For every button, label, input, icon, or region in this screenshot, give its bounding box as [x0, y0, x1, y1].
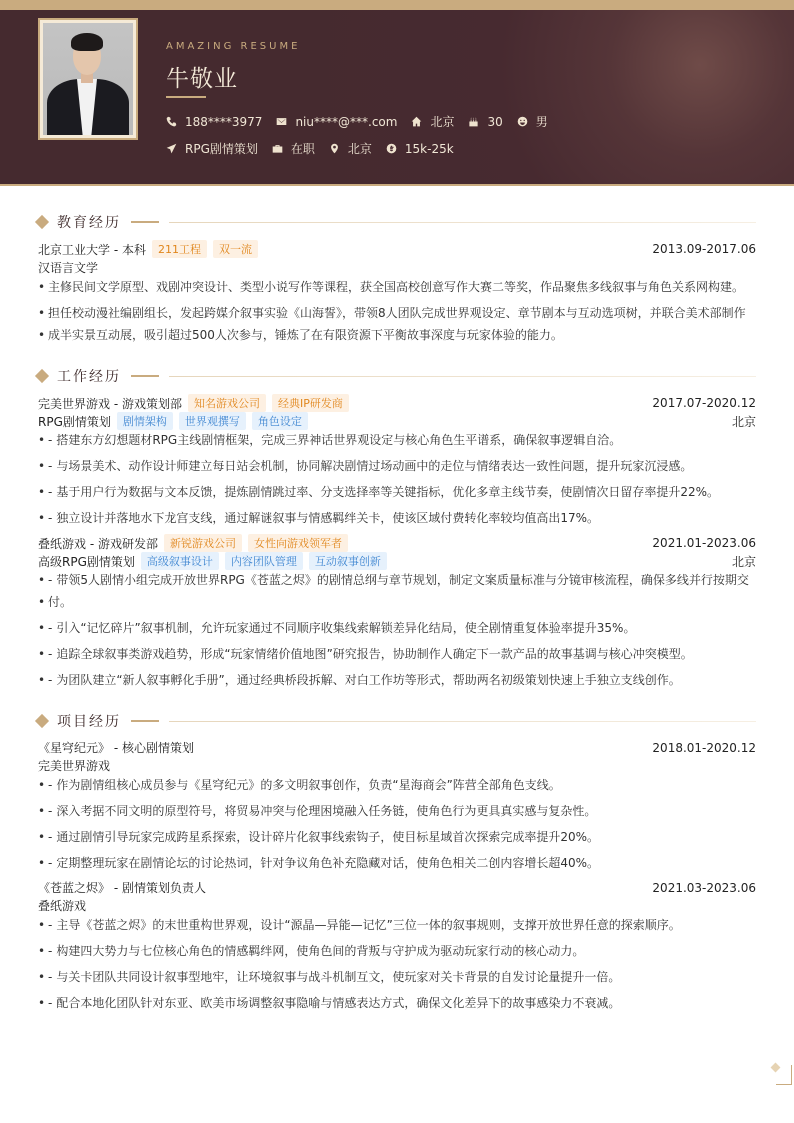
salary-text: 15k-25k — [404, 141, 454, 156]
list-item: • - 深入考据不同文明的原型符号，将贸易冲突与伦理困境融入任务链，使角色行为更具真实感与复杂性。 — [38, 803, 756, 819]
role-tag: 内容团队管理 — [225, 552, 303, 570]
gender-info — [517, 113, 548, 130]
job-intent-row — [166, 140, 468, 157]
school-tag: 双一流 — [213, 240, 258, 258]
profile-photo-frame — [38, 18, 138, 140]
list-item: • - 与关卡团队共同设计叙事型地牢，让环境叙事与战斗机制互文，使玩家对关卡背景的自发讨论量提升一倍。 — [38, 969, 756, 985]
list-item: • - 独立设计并落地水下龙宫支线，通过解谜叙事与情感羁绊关卡，使该区域付费转化率较均值高出17%。 — [38, 510, 756, 526]
send-icon — [166, 143, 177, 154]
school-tag: 211工程 — [152, 240, 207, 258]
list-item: • - 追踪全球叙事类游戏趋势，形成“玩家情绪价值地图”研究报告，协助制作人确定下一款产品的故事基调与核心冲突模型。 — [38, 646, 756, 662]
project-company: 完美世界游戏 — [38, 759, 111, 773]
role-tag: 剧情架构 — [117, 412, 173, 430]
location-pin-icon — [329, 143, 340, 154]
diamond-icon — [35, 369, 49, 383]
company-tag: 经典IP研发商 — [272, 394, 349, 412]
project-entry-head — [38, 879, 756, 896]
candidate-name: 牛敬业 — [166, 66, 238, 92]
project-company: 叠纸游戏 — [38, 899, 87, 913]
role-name: 高级RPG剧情策划 — [38, 554, 135, 569]
project-entry-head — [38, 739, 756, 756]
education-section-title — [34, 212, 756, 232]
target-city-text: 北京 — [347, 142, 372, 156]
list-item: • - 定期整理玩家在剧情论坛的讨论热词，针对争议角色补充隐藏对话，使角色相关二创内容增长超40%。 — [38, 855, 756, 871]
major: 汉语言文学 — [38, 261, 99, 275]
role-tag: 互动叙事创新 — [309, 552, 387, 570]
name-underline — [166, 96, 206, 98]
project-date: 2018.01-2020.12 — [652, 740, 756, 755]
project-title: 《苍蓝之烬》 - 剧情策划负责人 — [38, 881, 206, 895]
list-item: • - 搭建东方幻想题材RPG主线剧情框架，完成三界神话世界观设定与核心角色生平谱系，确保叙事逻辑自洽。 — [38, 432, 756, 448]
phone-icon — [166, 116, 177, 127]
company-name: 叠纸游戏 - 游戏研发部 — [38, 536, 158, 551]
work-date: 2021.01-2023.06 — [652, 536, 756, 550]
company-tag: 女性向游戏领军者 — [248, 534, 348, 552]
work-section-title — [34, 366, 756, 386]
list-item: • - 带领5人剧情小组完成开放世界RPG《苍蓝之烬》的剧情总纲与章节规划，制定文案质量标准与分镜审核流程，确保多线并行按期交 — [38, 572, 756, 588]
work-location: 北京 — [731, 414, 756, 429]
work-entry-head — [38, 394, 756, 412]
email-info — [276, 115, 397, 129]
school-name: 北京工业大学 - 本科 — [38, 242, 146, 257]
contact-row — [166, 113, 562, 130]
position-info — [166, 140, 258, 157]
project-company-row — [38, 757, 756, 774]
list-item: • - 为团队建立“新人叙事孵化手册”，通过经典桥段拆解、对白工作坊等形式，帮助两名初级策划快速上手独立支线创作。 — [38, 672, 756, 688]
cake-icon — [468, 116, 479, 127]
list-item: • - 构建四大势力与七位核心角色的情感羁绊网，使角色间的背叛与守护成为驱动玩家行动的核心动力。 — [38, 943, 756, 959]
status-text: 在职 — [290, 142, 315, 156]
role-name: RPG剧情策划 — [38, 414, 111, 429]
list-item: • - 通过剧情引导玩家完成跨星系探索，设计碎片化叙事线索钩子，使目标星域首次探索完成率提升20%。 — [38, 829, 756, 845]
money-icon — [386, 143, 397, 154]
work-role-row — [38, 552, 756, 570]
list-item: • 担任校动漫社编剧组长，发起跨媒介叙事实验《山海誓》，带领8人团队完成世界观设定、章节剧本与互动选项树，并联合美术部制作 — [38, 305, 756, 321]
list-item-continued: • 付。 — [38, 594, 756, 610]
project-section-title — [34, 711, 756, 731]
diamond-icon — [35, 215, 49, 229]
list-item: • - 主导《苍蓝之烬》的末世重构世界观，设计“源晶—异能—记忆”三位一体的叙事规则，支撑开放世界任意的探索顺序。 — [38, 917, 756, 933]
diamond-icon — [35, 714, 49, 728]
company-tag: 新锐游戏公司 — [164, 534, 242, 552]
company-name: 完美世界游戏 - 游戏策划部 — [38, 396, 182, 411]
work-role-row — [38, 412, 756, 430]
resume-header — [0, 10, 794, 186]
project-company-row — [38, 897, 756, 914]
corner-ornament — [776, 1065, 792, 1085]
resume-tagline: AMAZING RESUME — [166, 41, 301, 52]
role-tag: 高级叙事设计 — [141, 552, 219, 570]
list-item-continued — [38, 327, 756, 343]
company-tag: 知名游戏公司 — [188, 394, 266, 412]
home-icon — [411, 116, 422, 127]
section-label: 工作经历 — [57, 369, 121, 385]
section-label: 教育经历 — [57, 215, 121, 231]
role-tag: 角色设定 — [252, 412, 308, 430]
city-text: 北京 — [430, 115, 455, 129]
top-accent-bar — [0, 0, 794, 10]
work-date: 2017.07-2020.12 — [652, 396, 756, 410]
phone-info — [166, 115, 262, 129]
list-item: • - 配合本地化团队针对东亚、欧美市场调整叙事隐喻与情感表达方式，确保文化差异下的故事感染力不衰减。 — [38, 995, 756, 1011]
work-entry-head — [38, 534, 756, 552]
position-text: RPG剧情策划 — [185, 142, 258, 156]
list-item-text: 成半实景互动展，吸引超过500人次参与，锤炼了在有限资源下平衡故事深度与玩家体验的能力。 — [48, 328, 563, 342]
city-info — [411, 113, 454, 130]
salary-info — [386, 142, 454, 156]
list-item: • - 基于用户行为数据与文本反馈，提炼剧情跳过率、分支选择率等关键指标，优化多章主线节奏，使剧情次日留存率提升22%。 — [38, 484, 756, 500]
email-text: niu****@***.com — [295, 114, 398, 129]
face-icon — [517, 116, 528, 127]
education-date: 2013.09-2017.06 — [652, 242, 756, 256]
section-label: 项目经历 — [57, 714, 121, 730]
status-info — [272, 140, 315, 157]
list-item: • 主修民间文学原型、戏剧冲突设计、类型小说写作等课程，获全国高校创意写作大赛二等奖，作品聚焦多线叙事与角色关系网构建。 — [38, 279, 756, 295]
mail-icon — [276, 116, 287, 127]
project-title: 《星穹纪元》 - 核心剧情策划 — [38, 741, 194, 755]
phone-text: 188****3977 — [185, 114, 263, 129]
list-item: • - 作为剧情组核心成员参与《星穹纪元》的多文明叙事创作，负责“星海商会”阵营全部角色支线。 — [38, 777, 756, 793]
briefcase-icon — [272, 143, 283, 154]
gender-text: 男 — [535, 115, 548, 129]
profile-photo — [43, 23, 133, 135]
list-item: • - 与场景美术、动作设计师建立每日站会机制，协同解决剧情过场动画中的走位与情绪表达一致性问题，提升玩家沉浸感。 — [38, 458, 756, 474]
list-item: • - 引入“记忆碎片”叙事机制，允许玩家通过不同顺序收集线索解锁差异化结局，使全剧情重复体验率提升35%。 — [38, 620, 756, 636]
age-info — [468, 115, 502, 129]
education-major-row — [38, 259, 756, 276]
role-tag: 世界观撰写 — [179, 412, 246, 430]
target-city-info — [329, 140, 372, 157]
work-location: 北京 — [731, 554, 756, 569]
age-text: 30 — [487, 114, 503, 129]
project-date: 2021.03-2023.06 — [652, 880, 756, 895]
education-entry-head — [38, 240, 756, 258]
header-divider — [0, 184, 794, 186]
